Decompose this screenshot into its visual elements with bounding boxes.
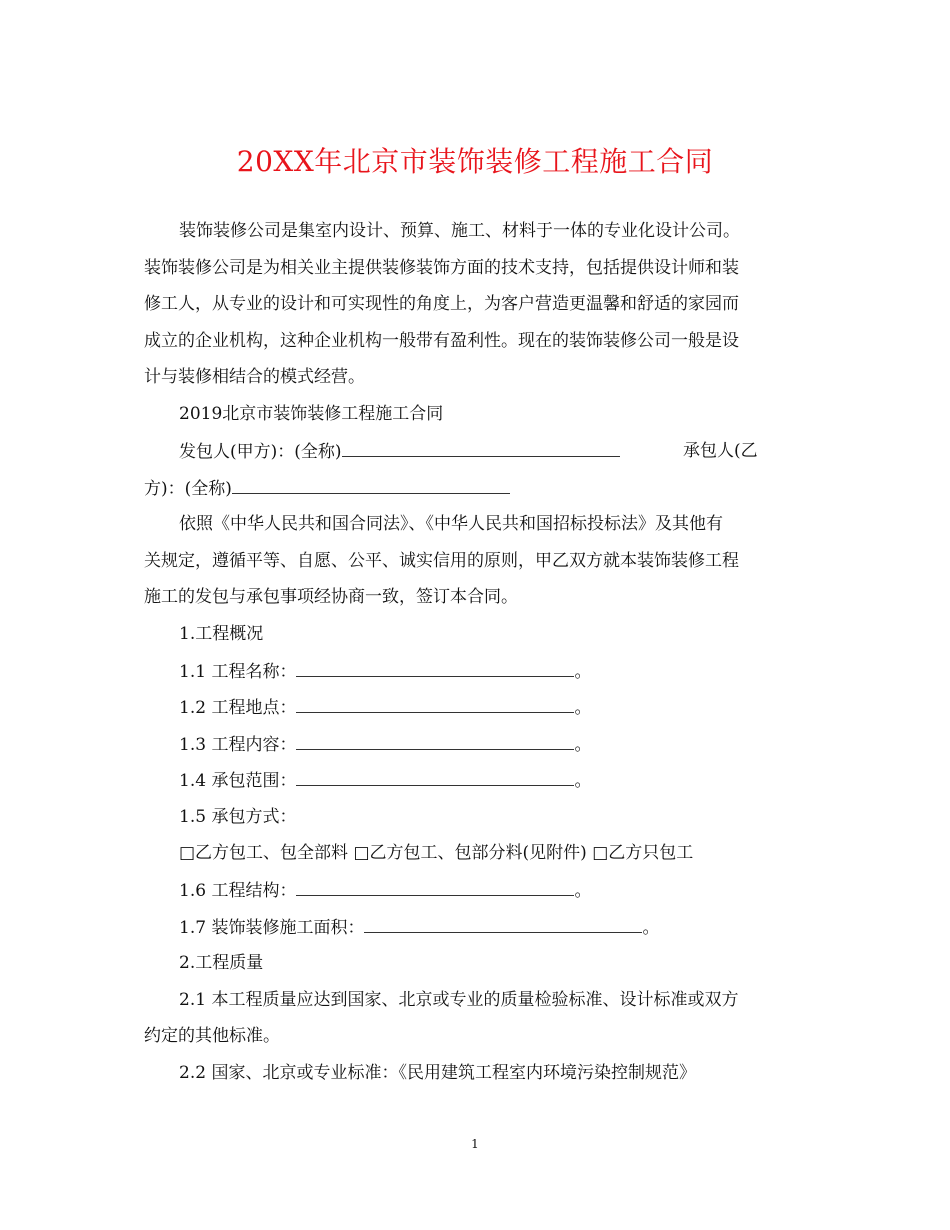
- party-a-line: [179, 440, 620, 463]
- party-a-blank: [342, 440, 620, 457]
- item-1-5: 1.5 承包方式：: [179, 807, 297, 827]
- intro-line-4: 成立的企业机构，这种企业机构一般带有盈利性。现在的装饰装修公司一般是设: [144, 331, 739, 351]
- item-1-4-label: 1.4 承包范围：: [179, 771, 297, 791]
- item-1-2-blank: [296, 696, 574, 713]
- party-a-label: 发包人(甲方)：(全称): [179, 442, 342, 462]
- item-1-6-label: 1.6 工程结构：: [179, 881, 297, 901]
- item-1-1: [179, 660, 591, 683]
- intro-line-3: 修工人，从专业的设计和可实现性的角度上，为客户营造更温馨和舒适的家园而: [144, 294, 739, 314]
- party-b-label-2: 方)：(全称): [144, 479, 232, 499]
- basis-line-3: 施工的发包与承包事项经协商一致，签订本合同。: [144, 587, 518, 607]
- item-1-1-label: 1.1 工程名称：: [179, 662, 297, 682]
- item-2-1-line-2: 约定的其他标准。: [144, 1026, 280, 1046]
- period: 。: [574, 662, 592, 682]
- item-1-6: [179, 879, 591, 902]
- intro-line-1: 装饰装修公司是集室内设计、预算、施工、材料于一体的专业化设计公司。: [179, 221, 740, 241]
- period: 。: [574, 881, 592, 901]
- period: 。: [574, 735, 592, 755]
- item-1-5-options: □乙方包工、包全部料 □乙方包工、包部分料(见附件) □乙方只包工: [179, 843, 694, 863]
- item-1-2-label: 1.2 工程地点：: [179, 698, 297, 718]
- intro-line-5: 计与装修相结合的模式经营。: [144, 367, 365, 387]
- basis-line-1: 依照《中华人民共和国合同法》、《中华人民共和国招标投标法》及其他有: [179, 514, 723, 534]
- item-1-7: [179, 916, 659, 939]
- item-2-1-line-1: 2.1 本工程质量应达到国家、北京或专业的质量检验标准、设计标准或双方: [179, 990, 739, 1010]
- section-1-title: 1.工程概况: [179, 624, 264, 644]
- period: 。: [574, 698, 592, 718]
- party-b-label-1: 承包人(乙: [683, 441, 758, 461]
- item-1-3-blank: [296, 733, 574, 750]
- item-1-4-blank: [296, 769, 574, 786]
- item-1-3: [179, 733, 591, 756]
- party-b-line: [144, 477, 510, 500]
- item-1-2: [179, 696, 591, 719]
- contract-name: 2019北京市装饰装修工程施工合同: [179, 404, 444, 424]
- item-1-4: [179, 769, 591, 792]
- document-title: 20XX年北京市装饰装修工程施工合同: [236, 145, 714, 178]
- item-1-7-label: 1.7 装饰装修施工面积：: [179, 918, 365, 938]
- period: 。: [574, 771, 592, 791]
- basis-line-2: 关规定，遵循平等、自愿、公平、诚实信用的原则，甲乙双方就本装饰装修工程: [144, 551, 739, 571]
- item-2-2: 2.2 国家、北京或专业标准：《民用建筑工程室内环境污染控制规范》: [179, 1063, 696, 1083]
- section-2-title: 2.工程质量: [179, 953, 264, 973]
- item-1-1-blank: [296, 660, 574, 677]
- item-1-3-label: 1.3 工程内容：: [179, 735, 297, 755]
- page-number: 1: [471, 1137, 479, 1151]
- intro-line-2: 装饰装修公司是为相关业主提供装修装饰方面的技术支持，包括提供设计师和装: [144, 258, 739, 278]
- item-1-7-blank: [364, 916, 642, 933]
- item-1-6-blank: [296, 879, 574, 896]
- period: 。: [642, 918, 660, 938]
- party-b-blank: [232, 477, 510, 494]
